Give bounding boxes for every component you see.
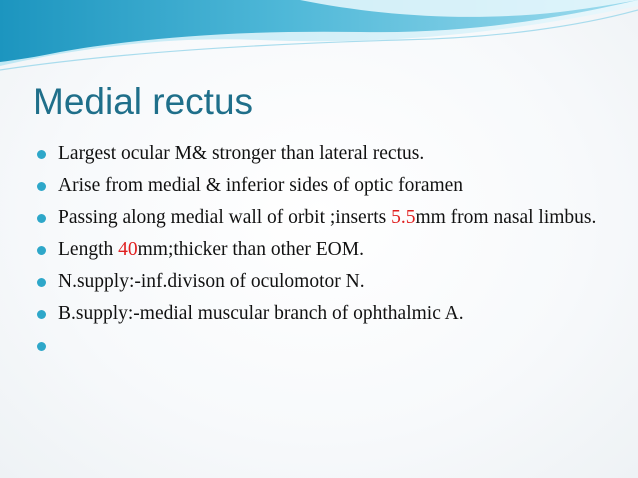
bullet-item bbox=[37, 173, 617, 199]
bullet-text: Passing along medial wall of orbit ;inserts bbox=[58, 207, 392, 228]
bullet-text: Arise from medial & inferior sides of optic foramen bbox=[58, 175, 464, 196]
bullet-marker-icon bbox=[37, 342, 46, 351]
bullet-highlight-value: 40 bbox=[118, 239, 138, 260]
bullet-marker-icon bbox=[37, 214, 46, 223]
bullet-item bbox=[37, 141, 617, 167]
bullet-item bbox=[37, 237, 617, 263]
bullet-marker-icon bbox=[37, 278, 46, 287]
bullet-text: Largest ocular M& stronger than lateral rectus. bbox=[58, 143, 425, 164]
slide-title: Medial rectus bbox=[33, 81, 254, 122]
bullet-text: N.supply:-inf.divison of oculomotor N. bbox=[58, 271, 365, 292]
bullet-item bbox=[37, 269, 617, 295]
bullet-marker-icon bbox=[37, 182, 46, 191]
bullet-highlight-value: 5.5 bbox=[391, 207, 416, 228]
bullet-marker-icon bbox=[37, 150, 46, 159]
bullet-item bbox=[37, 301, 617, 327]
bullet-item bbox=[37, 205, 617, 231]
bullet-marker-icon bbox=[37, 246, 46, 255]
bullet-text: Length bbox=[58, 239, 119, 260]
bullet-text: B.supply:-medial muscular branch of ophthalmic A. bbox=[58, 303, 464, 324]
decorative-wave-banner bbox=[0, 0, 638, 80]
bullet-marker-icon bbox=[37, 310, 46, 319]
bullet-text-continued: mm;thicker than other EOM. bbox=[137, 239, 364, 260]
bullet-list bbox=[37, 141, 617, 333]
bullet-text-continued: mm from nasal limbus. bbox=[415, 207, 597, 228]
